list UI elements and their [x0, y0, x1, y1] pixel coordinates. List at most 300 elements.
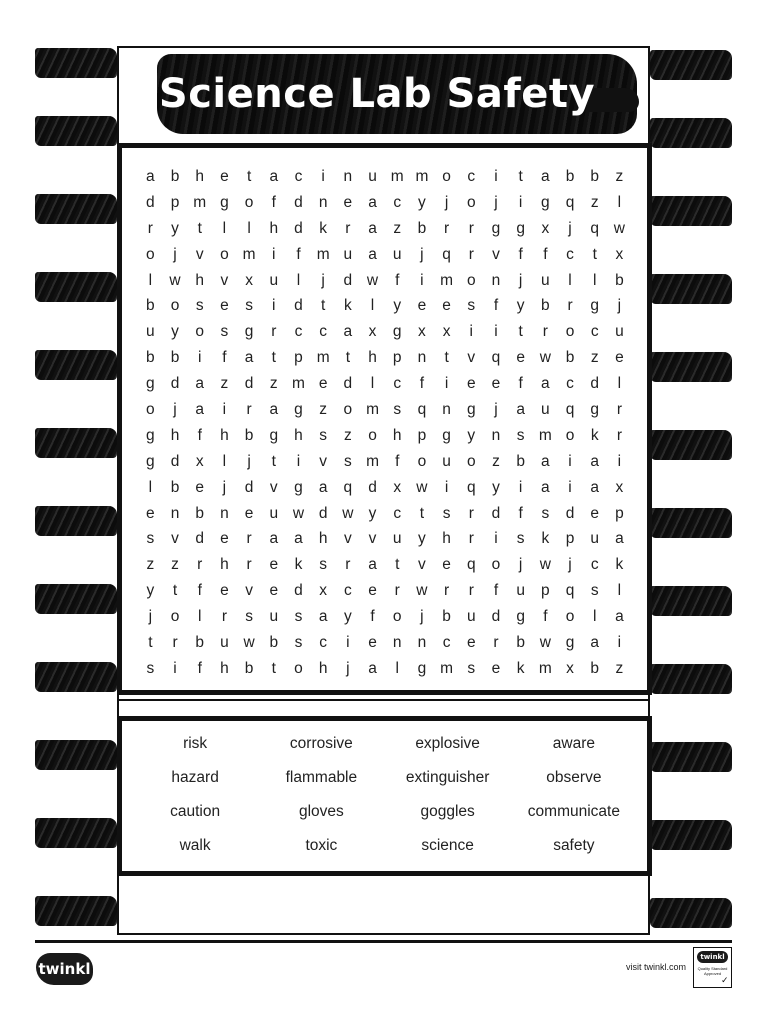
search-word: risk — [183, 735, 208, 752]
grid-letter: o — [491, 556, 501, 574]
grid-letter: z — [615, 167, 624, 185]
grid-letter: i — [321, 167, 325, 185]
grid-letter: f — [518, 245, 523, 263]
grid-letter: b — [146, 297, 155, 315]
grid-letter: d — [343, 375, 353, 393]
grid-letter: j — [568, 556, 572, 574]
grid-letter: a — [195, 400, 205, 418]
grid-letter: m — [366, 400, 379, 418]
grid-letter: v — [319, 452, 328, 470]
grid-letter: i — [173, 659, 177, 677]
grid-letter: p — [417, 426, 427, 444]
grid-letter: g — [466, 400, 476, 418]
grid-letter: s — [442, 504, 451, 522]
grid-letter: o — [343, 400, 353, 418]
grid-letter: y — [393, 297, 402, 315]
grid-letter: n — [220, 504, 229, 522]
grid-letter: i — [568, 452, 572, 470]
grid-letter: e — [195, 478, 205, 496]
grid-letter: m — [316, 349, 330, 367]
grid-letter: j — [148, 608, 153, 626]
grid-letter: p — [615, 504, 624, 522]
grid-letter: z — [590, 193, 599, 211]
grid-letter: l — [617, 193, 622, 211]
grid-letter: b — [442, 608, 451, 626]
grid-letter: j — [494, 193, 498, 211]
grid-letter: u — [269, 271, 279, 289]
search-word: communicate — [527, 803, 620, 820]
grid-letter: t — [271, 349, 276, 367]
grid-letter: h — [442, 530, 451, 548]
grid-letter: i — [494, 323, 498, 341]
grid-letter: i — [420, 271, 424, 289]
grid-letter: a — [368, 219, 377, 237]
grid-letter: r — [345, 556, 351, 574]
grid-letter: t — [246, 167, 252, 185]
grid-letter: i — [296, 452, 301, 470]
decorative-stripe — [35, 116, 117, 146]
decorative-stripe — [35, 740, 117, 770]
grid-letter: a — [318, 608, 328, 626]
grid-letter: a — [368, 245, 377, 263]
grid-letter: o — [442, 167, 451, 185]
grid-letter: v — [343, 530, 352, 548]
grid-letter: r — [493, 633, 499, 651]
grid-letter: o — [170, 297, 180, 315]
grid-letter: s — [516, 530, 525, 548]
grid-letter: r — [616, 426, 622, 444]
grid-letter: n — [491, 426, 501, 444]
grid-letter: w — [169, 271, 181, 289]
decorative-stripe — [35, 584, 117, 614]
grid-letter: s — [146, 530, 155, 548]
grid-letter: u — [615, 323, 624, 341]
grid-letter: t — [271, 452, 276, 470]
grid-letter: p — [294, 349, 303, 367]
grid-letter: v — [220, 271, 229, 289]
grid-letter: b — [516, 452, 525, 470]
grid-letter: q — [442, 245, 451, 263]
grid-letter: g — [590, 297, 600, 315]
grid-letter: r — [221, 608, 227, 626]
grid-letter: o — [466, 452, 476, 470]
grid-letter: t — [321, 297, 326, 315]
grid-letter: b — [244, 426, 254, 444]
grid-letter: c — [393, 375, 402, 393]
grid-letter: e — [368, 633, 377, 651]
grid-letter: k — [319, 219, 328, 237]
search-word: safety — [553, 837, 595, 854]
grid-letter: b — [195, 504, 205, 522]
grid-letter: k — [294, 556, 303, 574]
grid-letter: d — [294, 297, 303, 315]
grid-letter: d — [294, 582, 303, 600]
grid-letter: j — [568, 219, 572, 237]
grid-letter: g — [516, 608, 525, 626]
grid-letter: s — [516, 426, 525, 444]
grid-letter: y — [171, 323, 179, 341]
grid-letter: f — [395, 271, 400, 289]
grid-letter: e — [343, 193, 353, 211]
grid-letter: t — [518, 167, 523, 185]
word-list — [132, 733, 637, 857]
grid-letter: z — [615, 659, 624, 677]
grid-letter: m — [440, 659, 454, 677]
grid-letter: d — [590, 375, 600, 393]
grid-letter: w — [243, 633, 255, 651]
grid-letter: j — [420, 608, 424, 626]
decorative-stripe — [650, 508, 732, 538]
grid-letter: d — [491, 504, 501, 522]
grid-letter: b — [590, 659, 600, 677]
grid-letter: n — [318, 193, 328, 211]
grid-letter: h — [220, 556, 229, 574]
decorative-stripe — [650, 196, 732, 226]
grid-letter: r — [468, 582, 474, 600]
grid-letter: a — [615, 608, 624, 626]
grid-letter: p — [541, 582, 550, 600]
grid-letter: u — [220, 633, 229, 651]
grid-letter: j — [518, 556, 523, 574]
decorative-stripe — [35, 896, 117, 926]
grid-letter: y — [146, 582, 155, 600]
right-stripe-border — [648, 46, 732, 935]
grid-letter: l — [617, 375, 622, 393]
grid-letter: u — [392, 530, 402, 548]
grid-letter: x — [418, 323, 426, 341]
grid-letter: i — [272, 297, 276, 315]
grid-letter: e — [442, 297, 451, 315]
grid-letter: c — [319, 633, 328, 651]
grid-letter: f — [271, 193, 276, 211]
search-word: observe — [546, 769, 602, 786]
search-word: flammable — [285, 769, 358, 786]
grid-letter: f — [395, 452, 400, 470]
grid-letter: z — [171, 556, 179, 574]
grid-letter: a — [343, 323, 353, 341]
grid-letter: y — [171, 219, 179, 237]
grid-letter: j — [518, 271, 523, 289]
grid-letter: s — [590, 582, 599, 600]
grid-letter: g — [294, 400, 303, 418]
grid-letter: z — [492, 452, 500, 470]
grid-letter: e — [220, 530, 229, 548]
grid-letter: a — [318, 478, 328, 496]
grid-letter: b — [541, 297, 550, 315]
grid-letter: t — [518, 323, 523, 341]
grid-letter: e — [220, 297, 229, 315]
grid-letter: i — [518, 193, 523, 211]
grid-letter: s — [343, 452, 352, 470]
grid-letter: o — [195, 323, 205, 341]
grid-letter: w — [292, 504, 305, 522]
grid-letter: t — [148, 633, 153, 651]
grid-letter: l — [148, 478, 153, 496]
grid-letter: f — [493, 297, 499, 315]
grid-letter: v — [195, 245, 204, 263]
grid-letter: z — [146, 556, 155, 574]
grid-letter: e — [442, 556, 451, 574]
grid-letter: i — [494, 530, 498, 548]
left-stripe-border — [35, 46, 119, 935]
grid-letter: a — [541, 375, 550, 393]
grid-letter: b — [146, 349, 155, 367]
grid-letter: t — [395, 556, 400, 574]
grid-letter: r — [468, 530, 474, 548]
grid-letter: e — [146, 504, 155, 522]
grid-letter: q — [417, 400, 427, 418]
grid-letter: v — [418, 556, 426, 574]
search-word: gloves — [298, 803, 344, 820]
grid-letter: o — [417, 452, 427, 470]
grid-letter: p — [392, 349, 402, 367]
grid-letter: r — [444, 219, 450, 237]
grid-letter: g — [491, 219, 501, 237]
grid-letter: f — [543, 608, 548, 626]
grid-letter: v — [368, 530, 377, 548]
search-word: extinguisher — [405, 769, 490, 786]
grid-letter: a — [590, 478, 600, 496]
grid-letter: i — [494, 167, 498, 185]
grid-letter: u — [466, 608, 476, 626]
grid-letter: q — [491, 349, 501, 367]
grid-letter: u — [269, 608, 279, 626]
grid-letter: d — [170, 375, 180, 393]
grid-letter: q — [565, 193, 575, 211]
grid-letter: q — [565, 400, 575, 418]
grid-letter: z — [220, 375, 229, 393]
grid-letter: l — [370, 375, 375, 393]
visit-link[interactable]: visit twinkl.com — [625, 962, 686, 972]
twinkl-logo[interactable]: twinkl — [36, 953, 93, 985]
grid-letter: c — [343, 582, 352, 600]
grid-letter: b — [565, 167, 575, 185]
grid-letter: l — [395, 659, 399, 677]
grid-letter: x — [566, 659, 574, 677]
grid-letter: a — [615, 530, 624, 548]
grid-letter: f — [197, 659, 202, 677]
grid-letter: b — [417, 219, 427, 237]
grid-letter: a — [269, 167, 279, 185]
grid-letter: o — [294, 659, 303, 677]
grid-letter: s — [245, 608, 253, 626]
grid-letter: i — [469, 323, 473, 341]
grid-letter: t — [592, 245, 597, 263]
grid-letter: m — [316, 245, 330, 263]
grid-letter: q — [466, 556, 476, 574]
grid-letter: r — [172, 633, 178, 651]
grid-letter: w — [342, 504, 354, 522]
grid-letter: a — [541, 452, 550, 470]
grid-letter: f — [543, 245, 548, 263]
grid-letter: e — [417, 297, 427, 315]
grid-letter: a — [541, 478, 550, 496]
grid-letter: r — [616, 400, 622, 418]
grid-letter: b — [269, 633, 279, 651]
grid-letter: u — [442, 452, 451, 470]
grid-letter: k — [343, 297, 352, 315]
grid-letter: t — [271, 659, 276, 677]
grid-letter: d — [565, 504, 575, 522]
grid-letter: d — [294, 193, 303, 211]
grid-letter: a — [146, 167, 155, 185]
grid-letter: l — [568, 271, 572, 289]
grid-letter: m — [193, 193, 207, 211]
grid-letter: e — [244, 504, 254, 522]
grid-letter: c — [294, 167, 303, 185]
grid-letter: c — [393, 504, 402, 522]
grid-letter: s — [294, 608, 303, 626]
grid-letter: x — [393, 478, 402, 496]
search-word: aware — [552, 735, 595, 752]
grid-letter: i — [518, 478, 523, 496]
grid-letter: z — [590, 349, 599, 367]
grid-letter: h — [368, 349, 377, 367]
grid-letter: k — [590, 426, 599, 444]
decorative-stripe — [650, 50, 732, 80]
grid-letter: f — [296, 245, 301, 263]
search-word: science — [421, 837, 474, 854]
grid-letter: g — [541, 193, 550, 211]
grid-letter: t — [419, 504, 425, 522]
grid-letter: p — [170, 193, 180, 211]
grid-letter: d — [318, 504, 328, 522]
grid-letter: h — [195, 271, 205, 289]
grid-letter: z — [343, 426, 352, 444]
grid-letter: s — [146, 659, 155, 677]
grid-letter: r — [542, 323, 548, 341]
grid-letter: o — [220, 245, 229, 263]
grid-letter: v — [492, 245, 500, 263]
grid-letter: n — [343, 167, 353, 185]
grid-letter: u — [541, 400, 550, 418]
grid-letter: y — [368, 504, 377, 522]
grid-letter: a — [590, 633, 600, 651]
grid-letter: n — [417, 633, 427, 651]
grid-letter: r — [468, 504, 474, 522]
grid-letter: h — [392, 426, 402, 444]
grid-letter: e — [269, 556, 279, 574]
grid-letter: n — [170, 504, 180, 522]
grid-letter: w — [539, 556, 551, 574]
grid-letter: o — [565, 323, 575, 341]
grid-letter: e — [466, 375, 476, 393]
grid-letter: x — [245, 271, 253, 289]
grid-letter: r — [567, 297, 573, 315]
grid-letter: j — [321, 271, 325, 289]
grid-letter: o — [466, 193, 476, 211]
grid-letter: o — [565, 608, 575, 626]
grid-letter: y — [418, 193, 426, 211]
word-list-box — [117, 716, 652, 876]
grid-letter: h — [195, 167, 205, 185]
grid-letter: l — [197, 608, 202, 626]
grid-letter: f — [197, 426, 202, 444]
decorative-stripe — [650, 118, 732, 148]
grid-letter: g — [392, 323, 402, 341]
grid-letter: b — [244, 659, 254, 677]
grid-letter: i — [617, 633, 622, 651]
grid-letter: l — [370, 297, 375, 315]
search-word: goggles — [420, 803, 475, 820]
grid-letter: n — [392, 633, 402, 651]
grid-letter: i — [272, 245, 276, 263]
grid-letter: d — [343, 271, 353, 289]
grid-letter: o — [392, 608, 402, 626]
footer-divider — [35, 940, 732, 943]
grid-letter: j — [444, 193, 449, 211]
grid-letter: e — [516, 349, 525, 367]
grid-letter: e — [491, 659, 501, 677]
grid-letter: o — [244, 193, 254, 211]
grid-letter: t — [345, 349, 350, 367]
grid-letter: y — [492, 478, 500, 496]
grid-letter: l — [247, 219, 251, 237]
grid-letter: b — [170, 478, 180, 496]
grid-letter: c — [467, 167, 476, 185]
grid-letter: s — [393, 400, 402, 418]
decorative-stripe — [650, 820, 732, 850]
grid-letter: j — [420, 245, 424, 263]
grid-letter: k — [541, 530, 550, 548]
grid-letter: f — [518, 504, 523, 522]
grid-letter: h — [318, 659, 328, 677]
grid-letter: l — [148, 271, 153, 289]
grid-letter: f — [197, 582, 202, 600]
grid-letter: d — [170, 452, 180, 470]
grid-letter: o — [146, 400, 155, 418]
search-word: corrosive — [289, 735, 353, 752]
grid-letter: t — [172, 582, 178, 600]
grid-letter: j — [173, 400, 177, 418]
grid-letter: l — [592, 271, 597, 289]
grid-letter: c — [590, 323, 599, 341]
grid-letter: i — [222, 400, 227, 418]
grid-letter: a — [368, 556, 377, 574]
grid-letter: m — [538, 659, 552, 677]
grid-letter: d — [146, 193, 155, 211]
search-word: caution — [170, 803, 221, 820]
grid-letter: d — [491, 608, 501, 626]
grid-letter: k — [615, 556, 624, 574]
grid-letter: f — [493, 582, 499, 600]
grid-letter: c — [319, 323, 328, 341]
grid-letter: r — [147, 219, 153, 237]
grid-letter: h — [220, 426, 229, 444]
grid-letter: x — [195, 452, 204, 470]
grid-letter: z — [269, 375, 278, 393]
grid-letter: m — [415, 167, 429, 185]
grid-letter: u — [392, 245, 402, 263]
grid-letter: n — [442, 400, 451, 418]
grid-letter: b — [590, 167, 600, 185]
badge-logo: twinkl — [697, 951, 728, 963]
title-banner — [119, 48, 648, 142]
grid-letter: v — [171, 530, 179, 548]
grid-letter: f — [419, 375, 425, 393]
grid-letter: d — [294, 219, 303, 237]
grid-letter: h — [318, 530, 328, 548]
decorative-stripe — [35, 818, 117, 848]
search-word: explosive — [415, 735, 480, 752]
grid-letter: j — [617, 297, 622, 315]
grid-letter: u — [343, 245, 353, 263]
grid-letter: e — [615, 349, 624, 367]
grid-letter: c — [442, 633, 451, 651]
grid-letter: s — [467, 659, 476, 677]
grid-letter: q — [466, 478, 476, 496]
grid-letter: i — [617, 452, 622, 470]
